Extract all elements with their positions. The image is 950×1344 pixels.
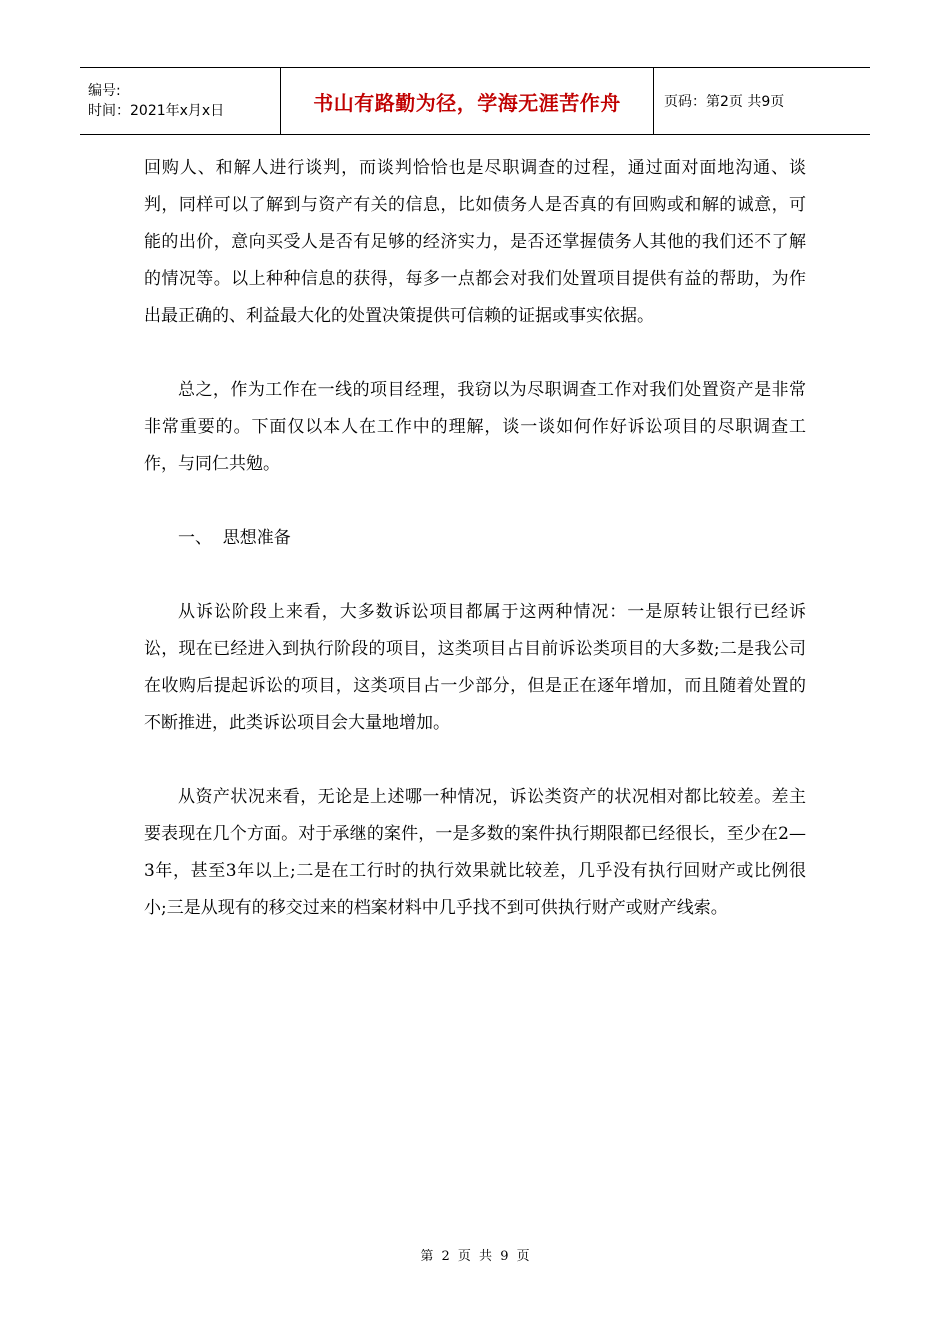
header-page-info-cell xyxy=(654,68,870,134)
document-number-label: 编号: xyxy=(88,83,121,99)
page-footer: 第 2 页 共 9 页 xyxy=(420,1249,530,1264)
document-date: 时间：2021年x月x日 xyxy=(88,103,225,119)
header-page-info: 页码：第2页 共9页 xyxy=(664,94,785,110)
body-paragraph: 总之，作为工作在一线的项目经理，我窃以为尽职调查工作对我们处置资产是非常非常重要的。下面仅以本人在工作中的理解，谈一谈如何作好诉讼项目的尽职调查工作，与同仁共勉。 xyxy=(144,380,806,474)
body-paragraph: 从资产状况来看，无论是上述哪一种情况，诉讼类资产的状况相对都比较差。差主要表现在几个方面。对于承继的案件，一是多数的案件执行期限都已经很长，至少在2—3年，甚至3年以上;二是在工行时的执行效果就比较差，几乎没有执行回财产或比例很小;三是从现有的移交过来的档案材料中几乎找不到可供执行财产或财产线索。 xyxy=(144,787,806,918)
body-paragraph: 回购人、和解人进行谈判，而谈判恰恰也是尽职调查的过程，通过面对面地沟通、谈判，同样可以了解到与资产有关的信息，比如债务人是否真的有回购或和解的诚意，可能的出价，意向买受人是否有足够的经济实力，是否还掌握债务人其他的我们还不了解的情况等。以上种种信息的获得，每多一点都会对我们处置项目提供有益的帮助，为作出最正确的、利益最大化的处置决策提供可信赖的证据或事实依据。 xyxy=(144,158,806,326)
section-heading: 一、 思想准备 xyxy=(178,528,291,548)
page-header xyxy=(80,67,870,135)
document-body xyxy=(144,150,806,927)
header-meta xyxy=(80,68,281,134)
body-paragraph: 从诉讼阶段上来看，大多数诉讼项目都属于这两种情况：一是原转让银行已经诉讼，现在已经进入到执行阶段的项目，这类项目占目前诉讼类项目的大多数;二是我公司在收购后提起诉讼的项目，这类项目占一少部分，但是正在逐年增加，而且随着处置的不断推进，此类诉讼项目会大量地增加。 xyxy=(144,602,806,733)
header-motto: 书山有路勤为径，学海无涯苦作舟 xyxy=(313,90,621,115)
header-motto-cell xyxy=(281,68,654,134)
